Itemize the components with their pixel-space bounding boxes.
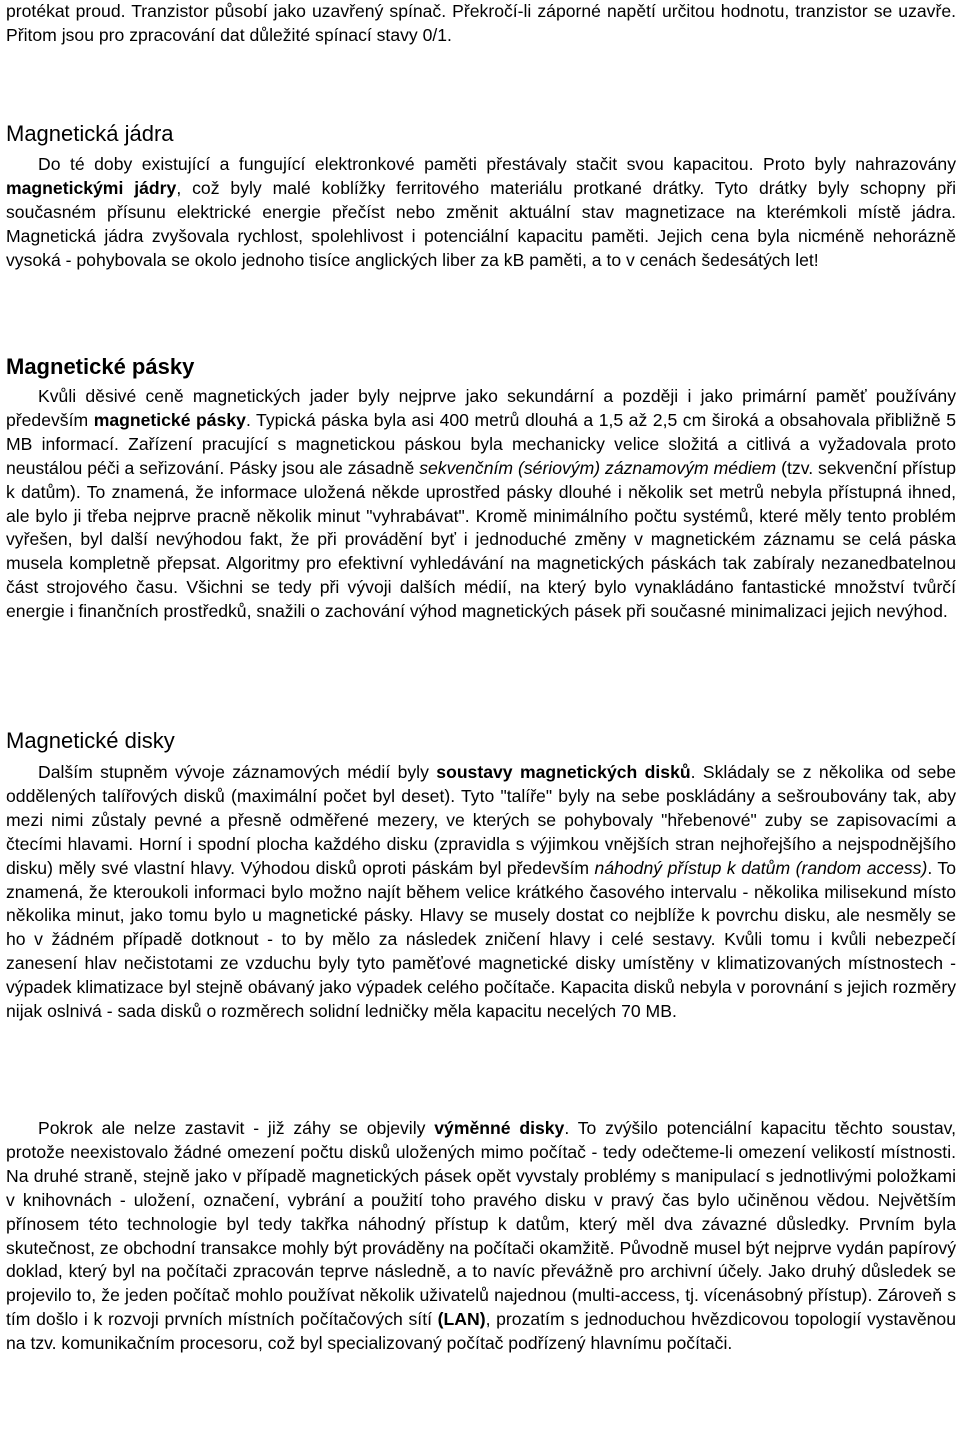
heading-magnetic-cores: Magnetická jádra [6, 121, 174, 146]
disk-p1-bold-term: soustavy magnetických disků [436, 762, 691, 782]
disk-p2-text-2: . To zvýšilo potenciální kapacitu těchto soustav, protože neexistovalo žádné omezení počtu disků uložených mimo počítač - tedy odečteme-li omezení velikostí místnosti. Na druhé straně, stejně jako v případě magnetických pásek opět vyvstaly problémy s manipulací s jednotlivými položkami v knihovnách - uložení, označení, vybrání a použití toho pravého disku v pravý čas bylo učiněnou vědou. Největším přínosem této technologie byl tedy takřka náhodný přístup k datům, který měl dva závazné důsledky. Prvním byla skutečnost, ze obchodní transakce mohly být prováděny na počítači okamžitě. Původně musel být nejprve vydán papírový doklad, který byl na počítači zpracován teprve následně, a to navíc převážně pro archivní účely. Jako druhý důsledek se projevilo to, že jeden počítač mohlo používat několik uživatelů najednou (multi-access, tj. vícenásobný přístup). Zároveň s tím došlo i k rozvoji prvních místních počítačových sítí [6, 1118, 956, 1330]
disk-p2-text-3: , prozatím s jednoduchou hvězdicovou topologií vystavěnou na tzv. komunikačním procesoru, což byl specializovaný počítač podřízený hlavnímu počítači. [6, 1309, 956, 1354]
disk-p2-bold-lan: (LAN) [437, 1309, 486, 1330]
magnetic-cores-paragraph [6, 153, 956, 273]
tape-bold-term: magnetické pásky [93, 409, 246, 430]
tape-text-3: (tzv. sekvenční přístup k datům). To znamená, že informace uložená někde uprostřed pásky dlouhé i několik set metrů nebyla přístupná ihned, ale bylo ji třeba nejprve pracně několik minut "vyhrabávat". Kromě minimálního počtu systémů, které měly tento problém vyřešen, byl další nevýhodou fakt, že při provádění byť i jednoduché změny v magnetickém záznamu se celá páska musela kompletně přepsat. Algoritmy pro efektivní vyhledávání na magnetických páskách tak zabíraly nezanedbatelnou část strojového času. Všichni se tedy při vývoji dalších médií, na který bylo vynakládáno fantastické množství tvůrčí energie i finančních prostředků, snažili o zachování výhod magnetických pásek při současné minimalizaci jejich nevýhod. [6, 457, 956, 622]
disk-p1-italic-term: náhodný přístup k datům (random access) [594, 857, 928, 878]
disk-p1-text-1: Dalším stupněm vývoje záznamových médií byly [38, 762, 437, 782]
heading-magnetic-tapes: Magnetické pásky [6, 354, 195, 379]
magnetic-tapes-paragraph [6, 385, 956, 624]
heading-magnetic-disks: Magnetické disky [6, 728, 175, 753]
intro-text: protékat proud. Tranzistor působí jako uzavřený spínač. Překročí-li záporné napětí určitou hodnotu, tranzistor se uzavře. Přitom jsou pro zpracování dat důležité spínací stavy 0/1. [6, 1, 956, 45]
tape-italic-term: sekvenčním (sériovým) záznamovým médiem [419, 457, 777, 478]
disk-p1-text-3: . To znamená, že kteroukoli informaci bylo možno najít během velice krátkého časového intervalu - několika milisekund místo několika minut, jako tomu bylo u magnetické pásky. Hlavy se musely dostat co nejblíže k povrchu disku, ale nesměly se ho v žádném případě dotknout - to by mělo za následek zničení hlavy i celé sestavy. Kvůli tomu i kvůli nebezpečí zanesení hlav nečistotami ze vzduchu byly tyto paměťové magnetické disky umístěny v klimatizovaných místnostech - výpadek klimatizace byl stejně obávaný jako výpadek celého počítače. Kapacita disků nebyla v porovnání s jejich rozměry nijak oslnivá - sada disků o rozměrech solidní ledničky měla kapacitu necelých 70 MB. [6, 857, 956, 1022]
magnetic-disks-paragraph-2 [6, 1117, 956, 1356]
tape-text-2: . Typická páska byla asi 400 metrů dlouhá a 1,5 až 2,5 cm široká a obsahovala přibližně 5 MB informací. Zařízení pracující s magnetickou páskou byla mechanicky velice složitá a citlivá a vyžadovala proto neustálou péči a seřizování. Pásky jsou ale zásadně [6, 409, 956, 478]
disk-p2-bold-term: výměnné disky [434, 1118, 565, 1138]
disk-p2-text-1: Pokrok ale nelze zastavit - již záhy se objevily [38, 1118, 435, 1138]
magnetic-disks-paragraph-1 [6, 761, 956, 1024]
tape-text-1: Kvůli děsivé ceně magnetických jader byly nejprve jako sekundární a později i jako primární paměť používány především [6, 386, 956, 430]
core-text-1: Do té doby existující a fungující elektronkové paměti přestávaly stačit svou kapacitou. Proto byly nahrazovány [38, 154, 956, 174]
intro-paragraph [6, 0, 956, 48]
disk-p1-text-2: . Skládaly se z několika od sebe oddělených talířových disků (maximální počet byl deset). Tyto "talíře" byly na sebe poskládány a sešroubovány tak, aby mezi nimi zůstaly pevné a přesně odměřené mezery, ve kterých se pohybovaly "hřebenové" zuby se zapisovacími a čtecími hlavami. Horní i spodní plocha každého disku (zpravidla s výjimkou vnějších stran nejhořejšího a nejspodnějšího disku) měly své vlastní hlavy. Výhodou disků oproti páskám byl především [6, 762, 956, 878]
core-bold-term: magnetickými jádry [6, 177, 177, 198]
core-text-2: , což byly malé koblížky ferritového materiálu protkané drátky. Tyto drátky byly schopny při současném přísunu elektrické energie přečíst nebo změnit aktuální stav magnetizace na kterémkoli místě jádra. Magnetická jádra zvyšovala rychlost, spolehlivost i potenciální kapacitu paměti. Jejich cena byla nicméně nehorázně vysoká - pohybovala se okolo jednoho tisíce anglických liber za kB paměti, a to v cenách šedesátých let! [6, 177, 956, 270]
